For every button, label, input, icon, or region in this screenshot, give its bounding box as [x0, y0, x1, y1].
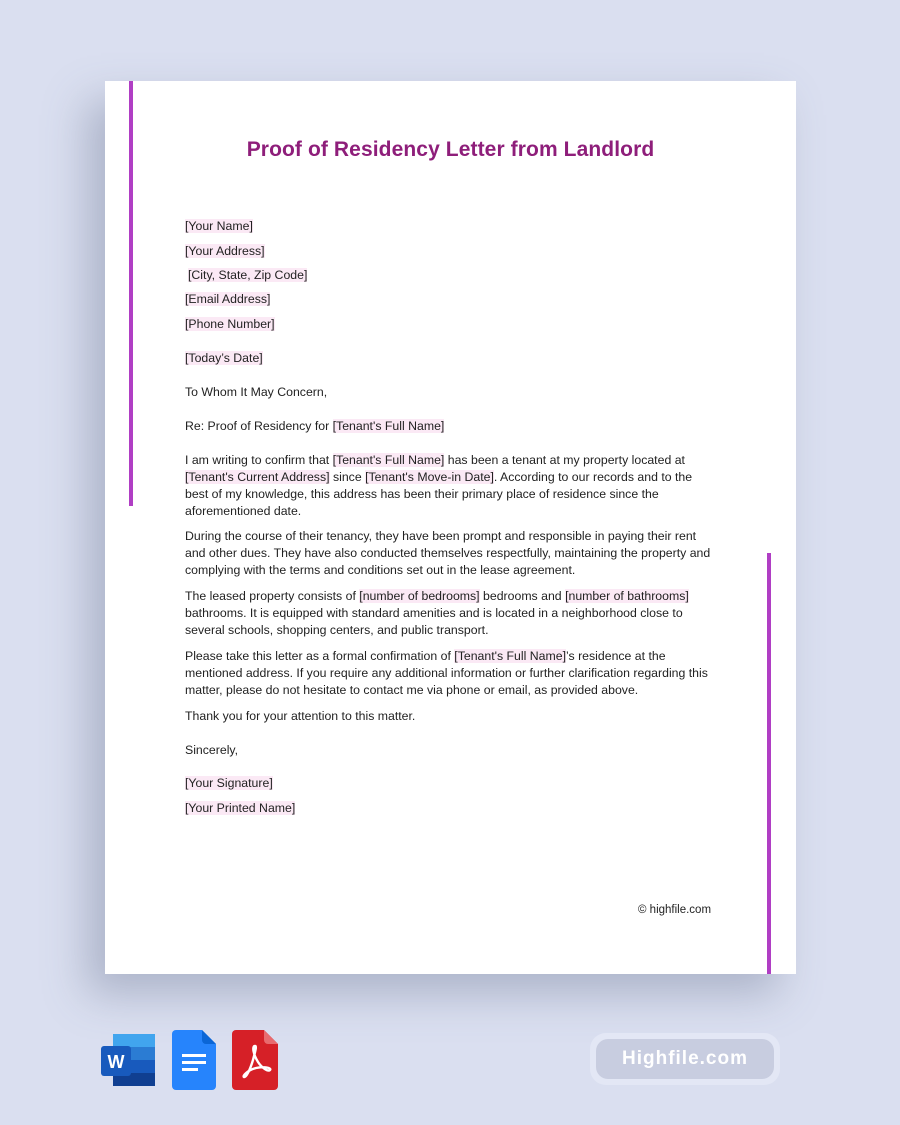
sender-address: [Your Address] [185, 244, 265, 258]
sender-email: [Email Address] [185, 292, 271, 306]
svg-text:W: W [107, 1052, 125, 1072]
paragraph-4: Please take this letter as a formal confirmation of [Tenant's Full Name]’s residence at the mentioned address. If you require any additional information or further clarification regarding this matter, please do not hesitate to contact me via phone or email, as provided above. [185, 649, 708, 697]
tenant-name-placeholder: [Tenant's Full Name] [332, 453, 445, 467]
sender-city-state-zip: [City, State, Zip Code] [188, 268, 308, 282]
closing: Sincerely, [185, 743, 239, 757]
paragraph-5: Thank you for your attention to this matter. [185, 709, 416, 723]
printed-name-placeholder: [Your Printed Name] [185, 801, 296, 815]
sender-name: [Your Name] [185, 219, 253, 233]
google-docs-icon[interactable] [172, 1030, 218, 1090]
bedrooms-placeholder: [number of bedrooms] [359, 589, 480, 603]
signature-placeholder: [Your Signature] [185, 776, 273, 790]
letter-date: [Today’s Date] [185, 351, 263, 365]
tenant-name-placeholder: [Tenant's Full Name] [332, 419, 445, 433]
re-line: Re: Proof of Residency for [Tenant's Full Name] [185, 419, 445, 433]
brand-label: Highfile.com [596, 1039, 774, 1079]
brand-badge[interactable] [590, 1033, 780, 1085]
accent-bar-right [767, 553, 771, 974]
paragraph-2: During the course of their tenancy, they have been prompt and responsible in paying their rent and other dues. They have also conducted themselves respectfully, maintaining the property and complying with the terms and conditions set out in the lease agreement. [185, 529, 711, 577]
bathrooms-placeholder: [number of bathrooms] [565, 589, 689, 603]
word-icon[interactable] [100, 1030, 158, 1090]
tenant-name-placeholder: [Tenant's Full Name] [454, 649, 566, 663]
tenant-address-placeholder: [Tenant's Current Address] [185, 470, 330, 484]
document-title: Proof of Residency Letter from Landlord [246, 138, 655, 161]
copyright-text: © highfile.com [638, 904, 712, 916]
paragraph-1: I am writing to confirm that [Tenant's Full Name] has been a tenant at my property located at [Tenant's Current Address] since [Tenant's Move-in Date]. According to our records and to the best of my knowledge, this address has been their primary place of residence since the aforementioned date. [185, 453, 693, 518]
paragraph-3: The leased property consists of [number of bedrooms] bedrooms and [number of bathrooms] bathrooms. It is equipped with standard amenities and is located in a neighborhood close to several schools, shopping centers, and public transport. [185, 589, 689, 637]
salutation: To Whom It May Concern, [185, 385, 328, 399]
sender-phone: [Phone Number] [185, 317, 275, 331]
move-in-date-placeholder: [Tenant's Move-in Date] [365, 470, 494, 484]
pdf-icon[interactable] [232, 1030, 280, 1090]
